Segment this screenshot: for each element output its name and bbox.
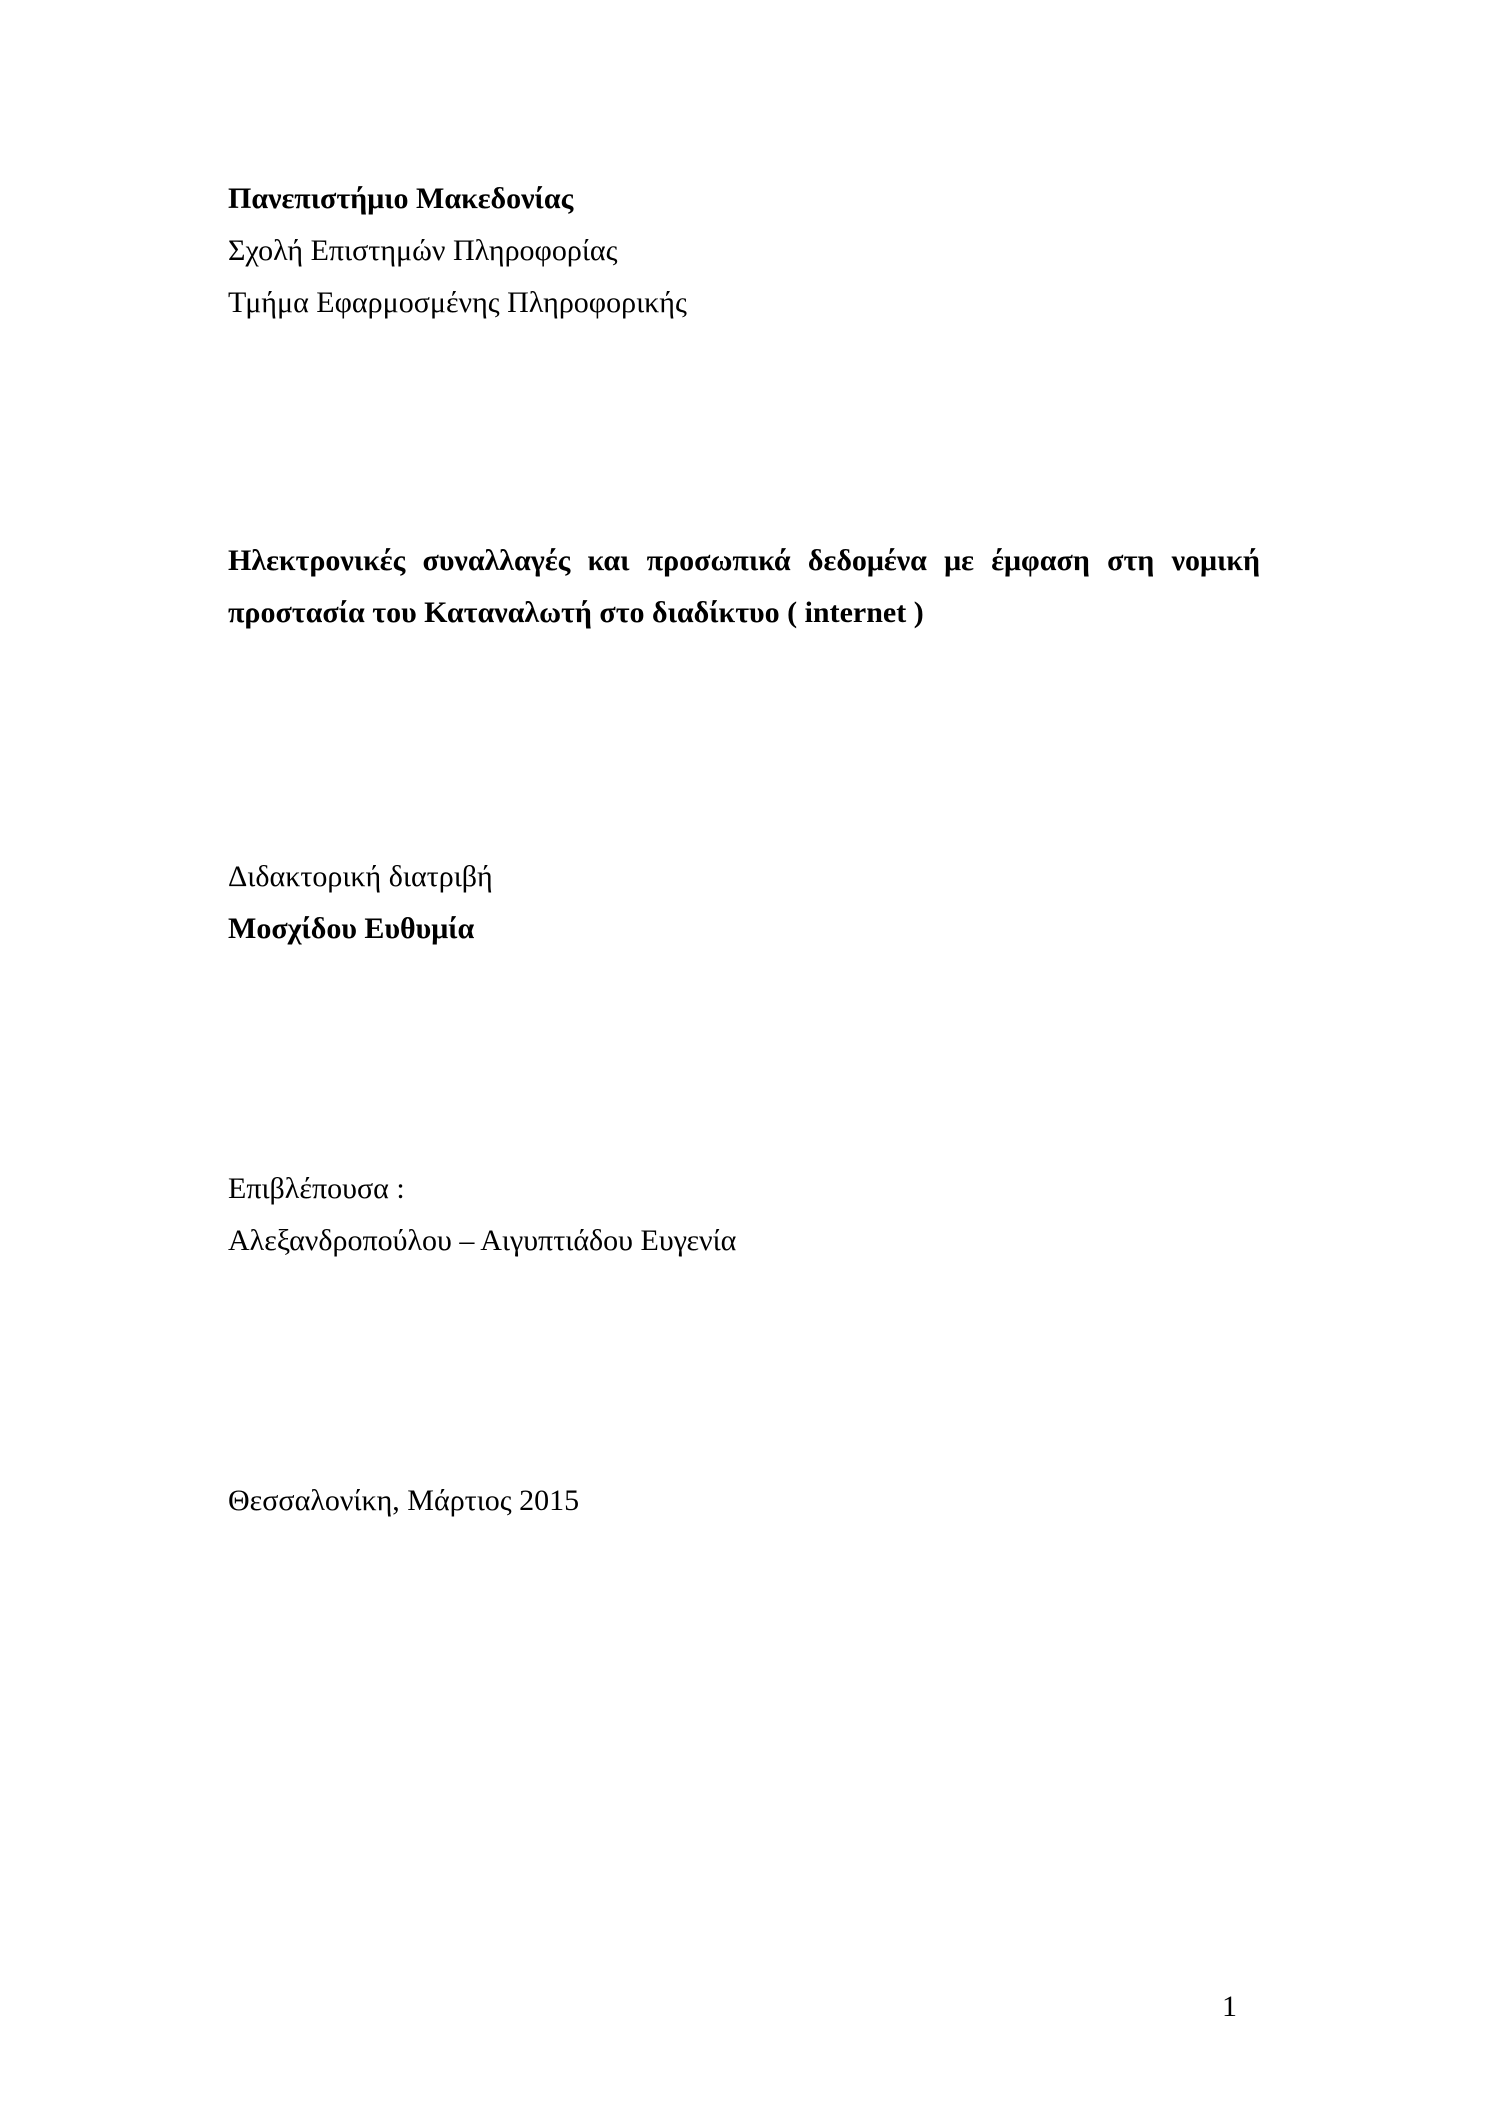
supervisor-name: Αλεξανδροπούλου – Αιγυπτιάδου Ευγενία: [228, 1224, 737, 1257]
page-number: 1: [1222, 1990, 1237, 2023]
school-name: Σχολή Επιστημών Πληροφορίας: [228, 234, 618, 267]
thesis-title-line-2: προστασία του Καταναλωτή στο διαδίκτυο ( internet ): [228, 596, 924, 629]
thesis-title: [228, 542, 1260, 632]
department-name: Τμήμα Εφαρμοσμένης Πληροφορικής: [228, 286, 687, 319]
author-name: Μοσχίδου Ευθυμία: [228, 912, 475, 945]
document-type: Διδακτορική διατριβή: [228, 860, 493, 893]
place-and-date: Θεσσαλονίκη, Μάρτιος 2015: [228, 1484, 580, 1517]
thesis-title-line-1: Ηλεκτρονικές συναλλαγές και προσωπικά δεδομένα με έμφαση στη νομική: [228, 544, 1260, 577]
supervisor-label: Επιβλέπουσα :: [228, 1172, 405, 1205]
university-name: Πανεπιστήμιο Μακεδονίας: [228, 182, 574, 215]
